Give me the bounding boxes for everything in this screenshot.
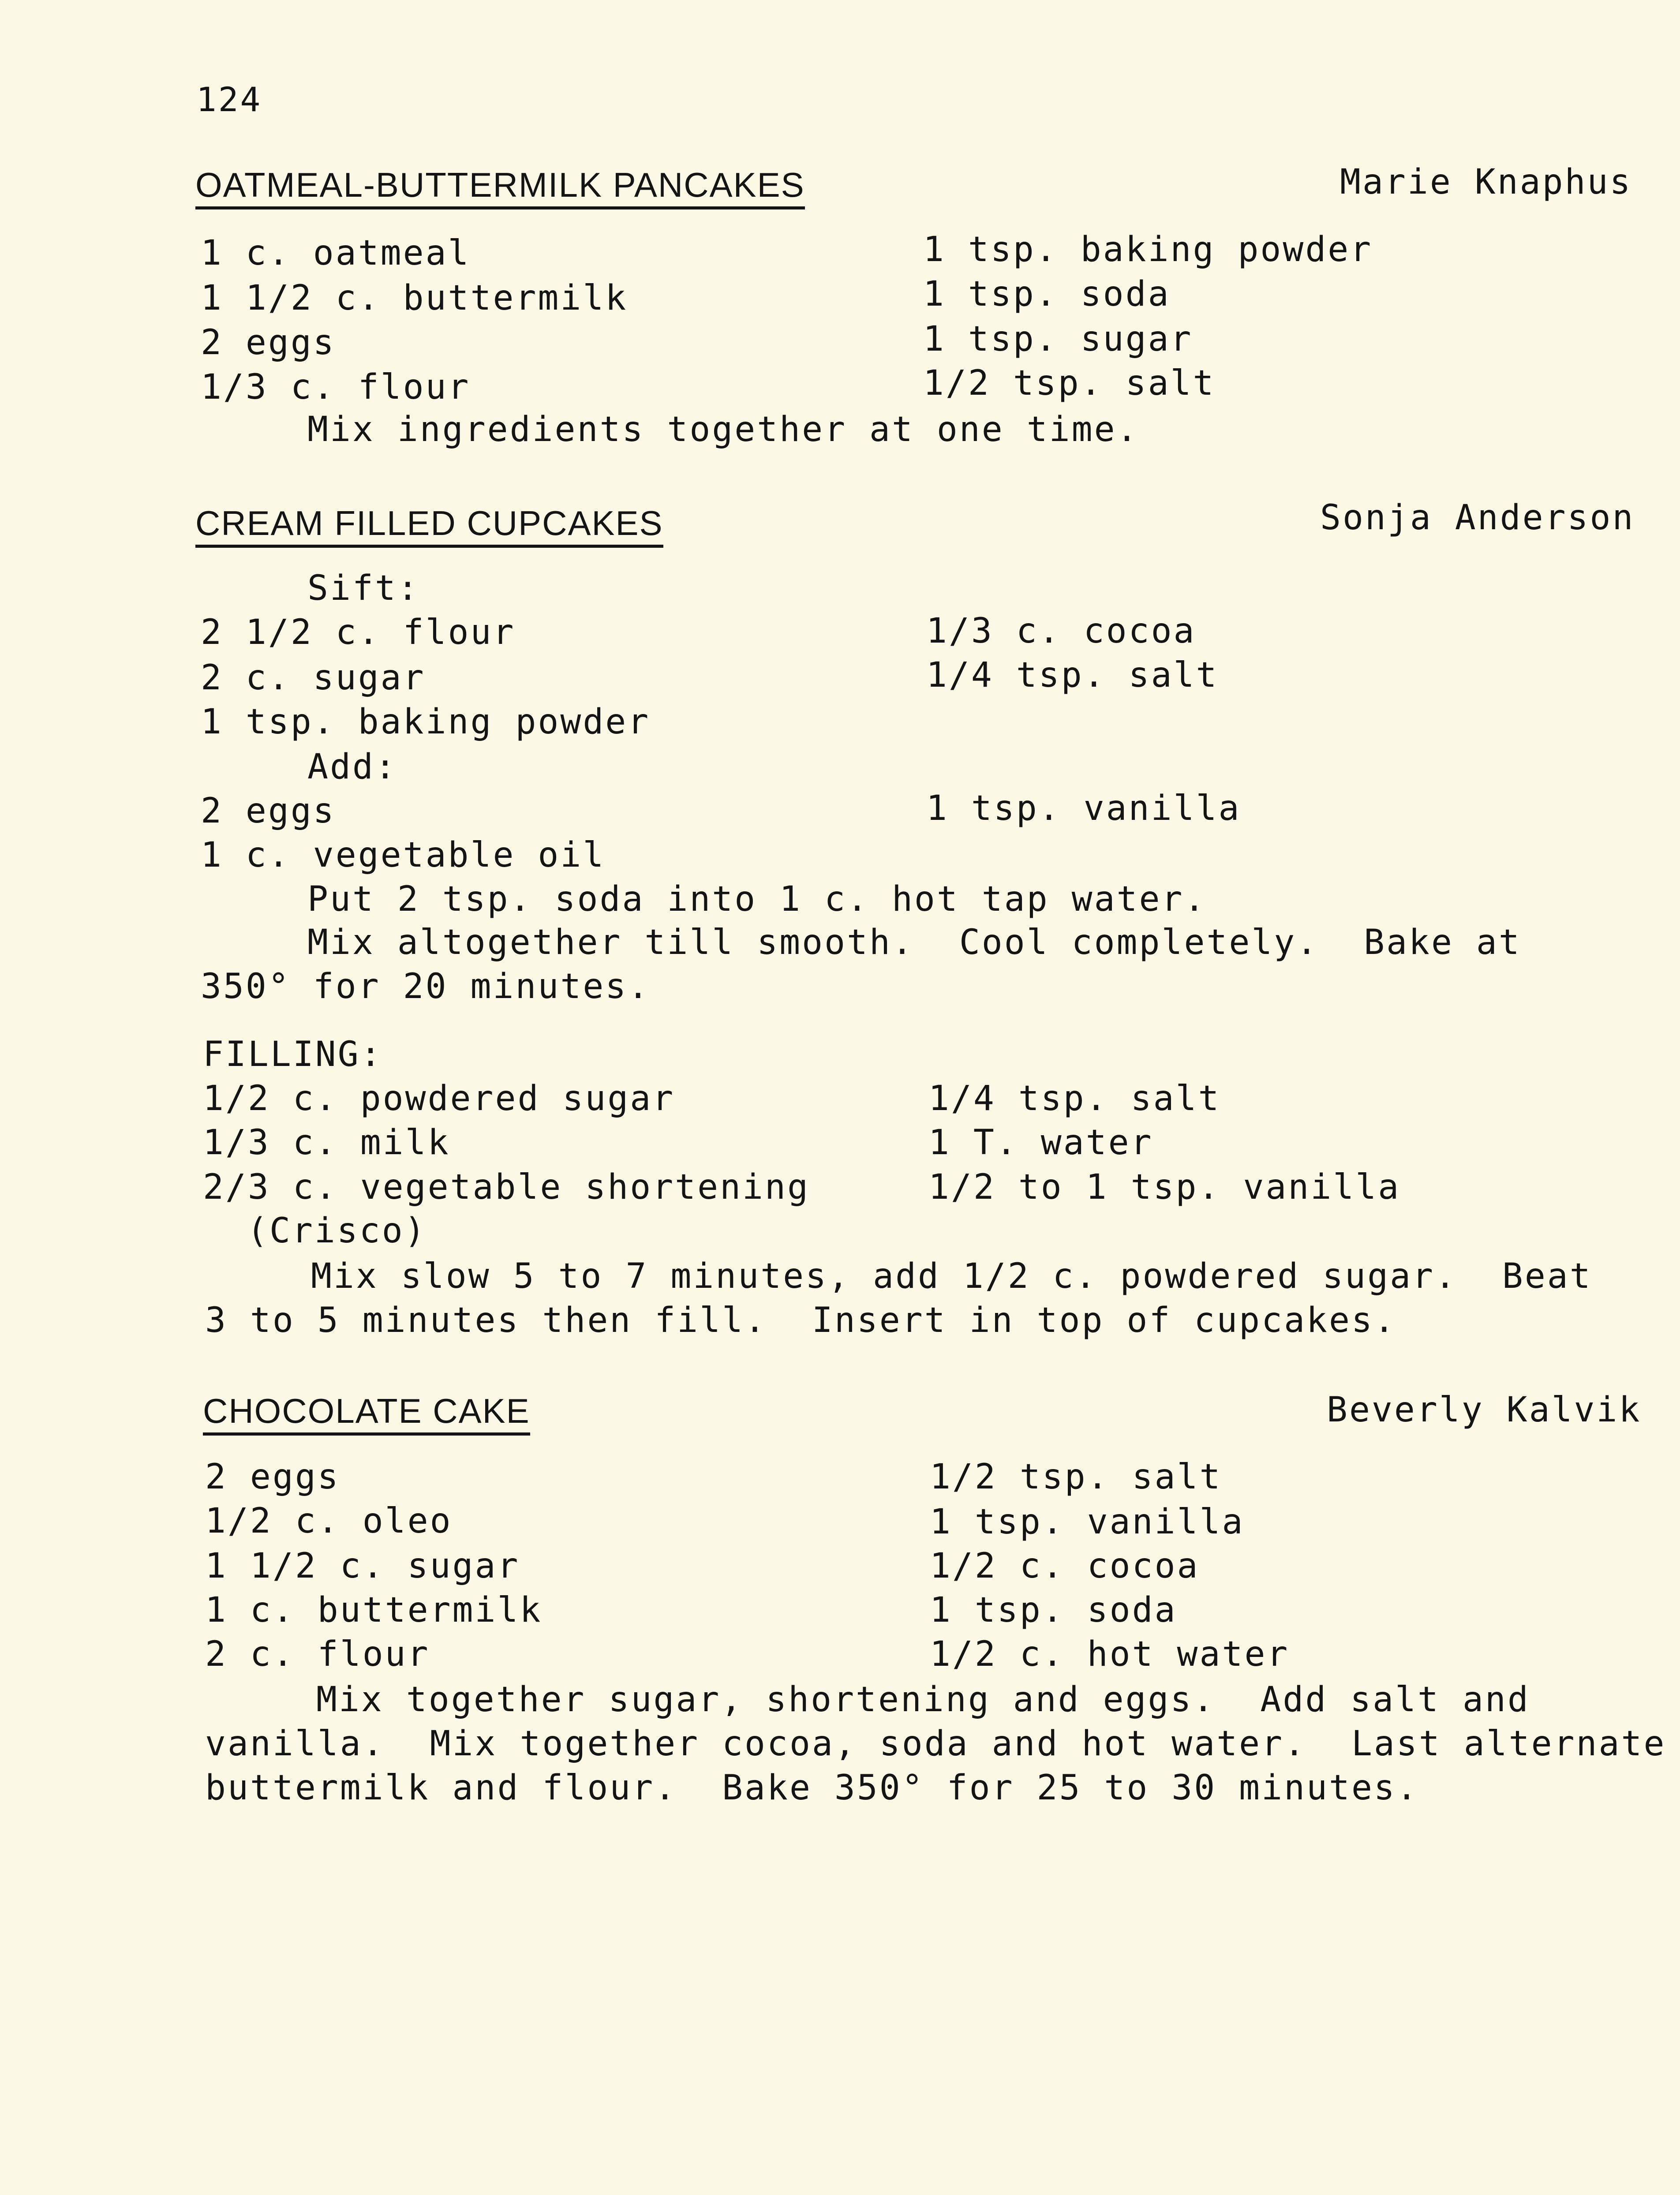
ingredient: 1 1/2 c. sugar <box>205 1546 520 1586</box>
instruction-line: buttermilk and flour. Bake 350° for 25 to 30 minutes. <box>205 1768 1419 1808</box>
ingredient: 1/2 tsp. salt <box>923 363 1216 403</box>
instruction-line: Mix slow 5 to 7 minutes, add 1/2 c. powdered sugar. Beat <box>311 1256 1592 1296</box>
ingredient: 1 tsp. vanilla <box>926 789 1241 828</box>
ingredient: 1/2 c. oleo <box>205 1501 453 1541</box>
ingredient: 2 c. flour <box>205 1634 430 1674</box>
ingredient: (Crisco) <box>247 1211 427 1251</box>
ingredient: 2/3 c. vegetable shortening <box>203 1167 810 1207</box>
instruction-line: vanilla. Mix together cocoa, soda and hot water. Last alternate <box>205 1724 1666 1764</box>
section-label-sift: Sift: <box>307 568 420 608</box>
recipe-title-oatmeal-pancakes: OATMEAL-BUTTERMILK PANCAKES <box>195 168 805 209</box>
recipe-author: Sonja Anderson <box>1320 498 1635 538</box>
ingredient: 1/3 c. cocoa <box>926 611 1196 651</box>
page-number: 124 <box>196 80 262 119</box>
ingredient: 1 c. vegetable oil <box>201 835 606 875</box>
ingredient: 1 tsp. baking powder <box>923 230 1373 269</box>
ingredient: 1/2 c. powdered sugar <box>203 1079 675 1118</box>
ingredient: 1 tsp. vanilla <box>930 1502 1245 1542</box>
ingredient: 1/2 tsp. salt <box>930 1457 1222 1497</box>
ingredient: 1/2 c. cocoa <box>930 1546 1200 1586</box>
instruction-line: Mix ingredients together at one time. <box>307 410 1139 449</box>
ingredient: 2 c. sugar <box>201 658 426 698</box>
ingredient: 2 eggs <box>205 1457 340 1497</box>
instruction-line: Put 2 tsp. soda into 1 c. hot tap water. <box>307 879 1207 919</box>
ingredient: 1/4 tsp. salt <box>926 655 1219 695</box>
ingredient: 2 eggs <box>201 791 336 831</box>
ingredient: 1 tsp. sugar <box>923 319 1193 359</box>
ingredient: 1 T. water <box>928 1123 1153 1163</box>
recipe-title-cream-filled-cupcakes: CREAM FILLED CUPCAKES <box>195 506 663 548</box>
recipe-title-chocolate-cake: CHOCOLATE CAKE <box>203 1394 530 1436</box>
section-label-add: Add: <box>307 747 397 787</box>
ingredient: 1/3 c. flour <box>201 367 471 407</box>
ingredient: 2 eggs <box>201 323 336 363</box>
section-label-filling: FILLING: <box>203 1035 383 1074</box>
ingredient: 1/3 c. milk <box>203 1123 450 1163</box>
ingredient: 1 tsp. soda <box>923 274 1171 314</box>
ingredient: 1 tsp. soda <box>930 1590 1177 1630</box>
ingredient: 1/2 to 1 tsp. vanilla <box>928 1167 1401 1207</box>
instruction-line: 3 to 5 minutes then fill. Insert in top of cupcakes. <box>205 1301 1396 1340</box>
instruction-line: Mix together sugar, shortening and eggs. Add salt and <box>316 1680 1530 1720</box>
ingredient: 1 c. oatmeal <box>201 233 471 273</box>
ingredient: 1 tsp. baking powder <box>201 702 651 742</box>
recipe-author: Marie Knaphus <box>1340 162 1632 202</box>
ingredient: 1/4 tsp. salt <box>928 1079 1221 1118</box>
ingredient: 2 1/2 c. flour <box>201 613 516 652</box>
ingredient: 1 1/2 c. buttermilk <box>201 278 628 318</box>
ingredient: 1/2 c. hot water <box>930 1634 1290 1674</box>
ingredient: 1 c. buttermilk <box>205 1590 543 1630</box>
instruction-line: Mix altogether till smooth. Cool completely. Bake at <box>307 923 1521 962</box>
recipe-author: Beverly Kalvik <box>1327 1390 1642 1430</box>
instruction-line: 350° for 20 minutes. <box>201 967 651 1006</box>
